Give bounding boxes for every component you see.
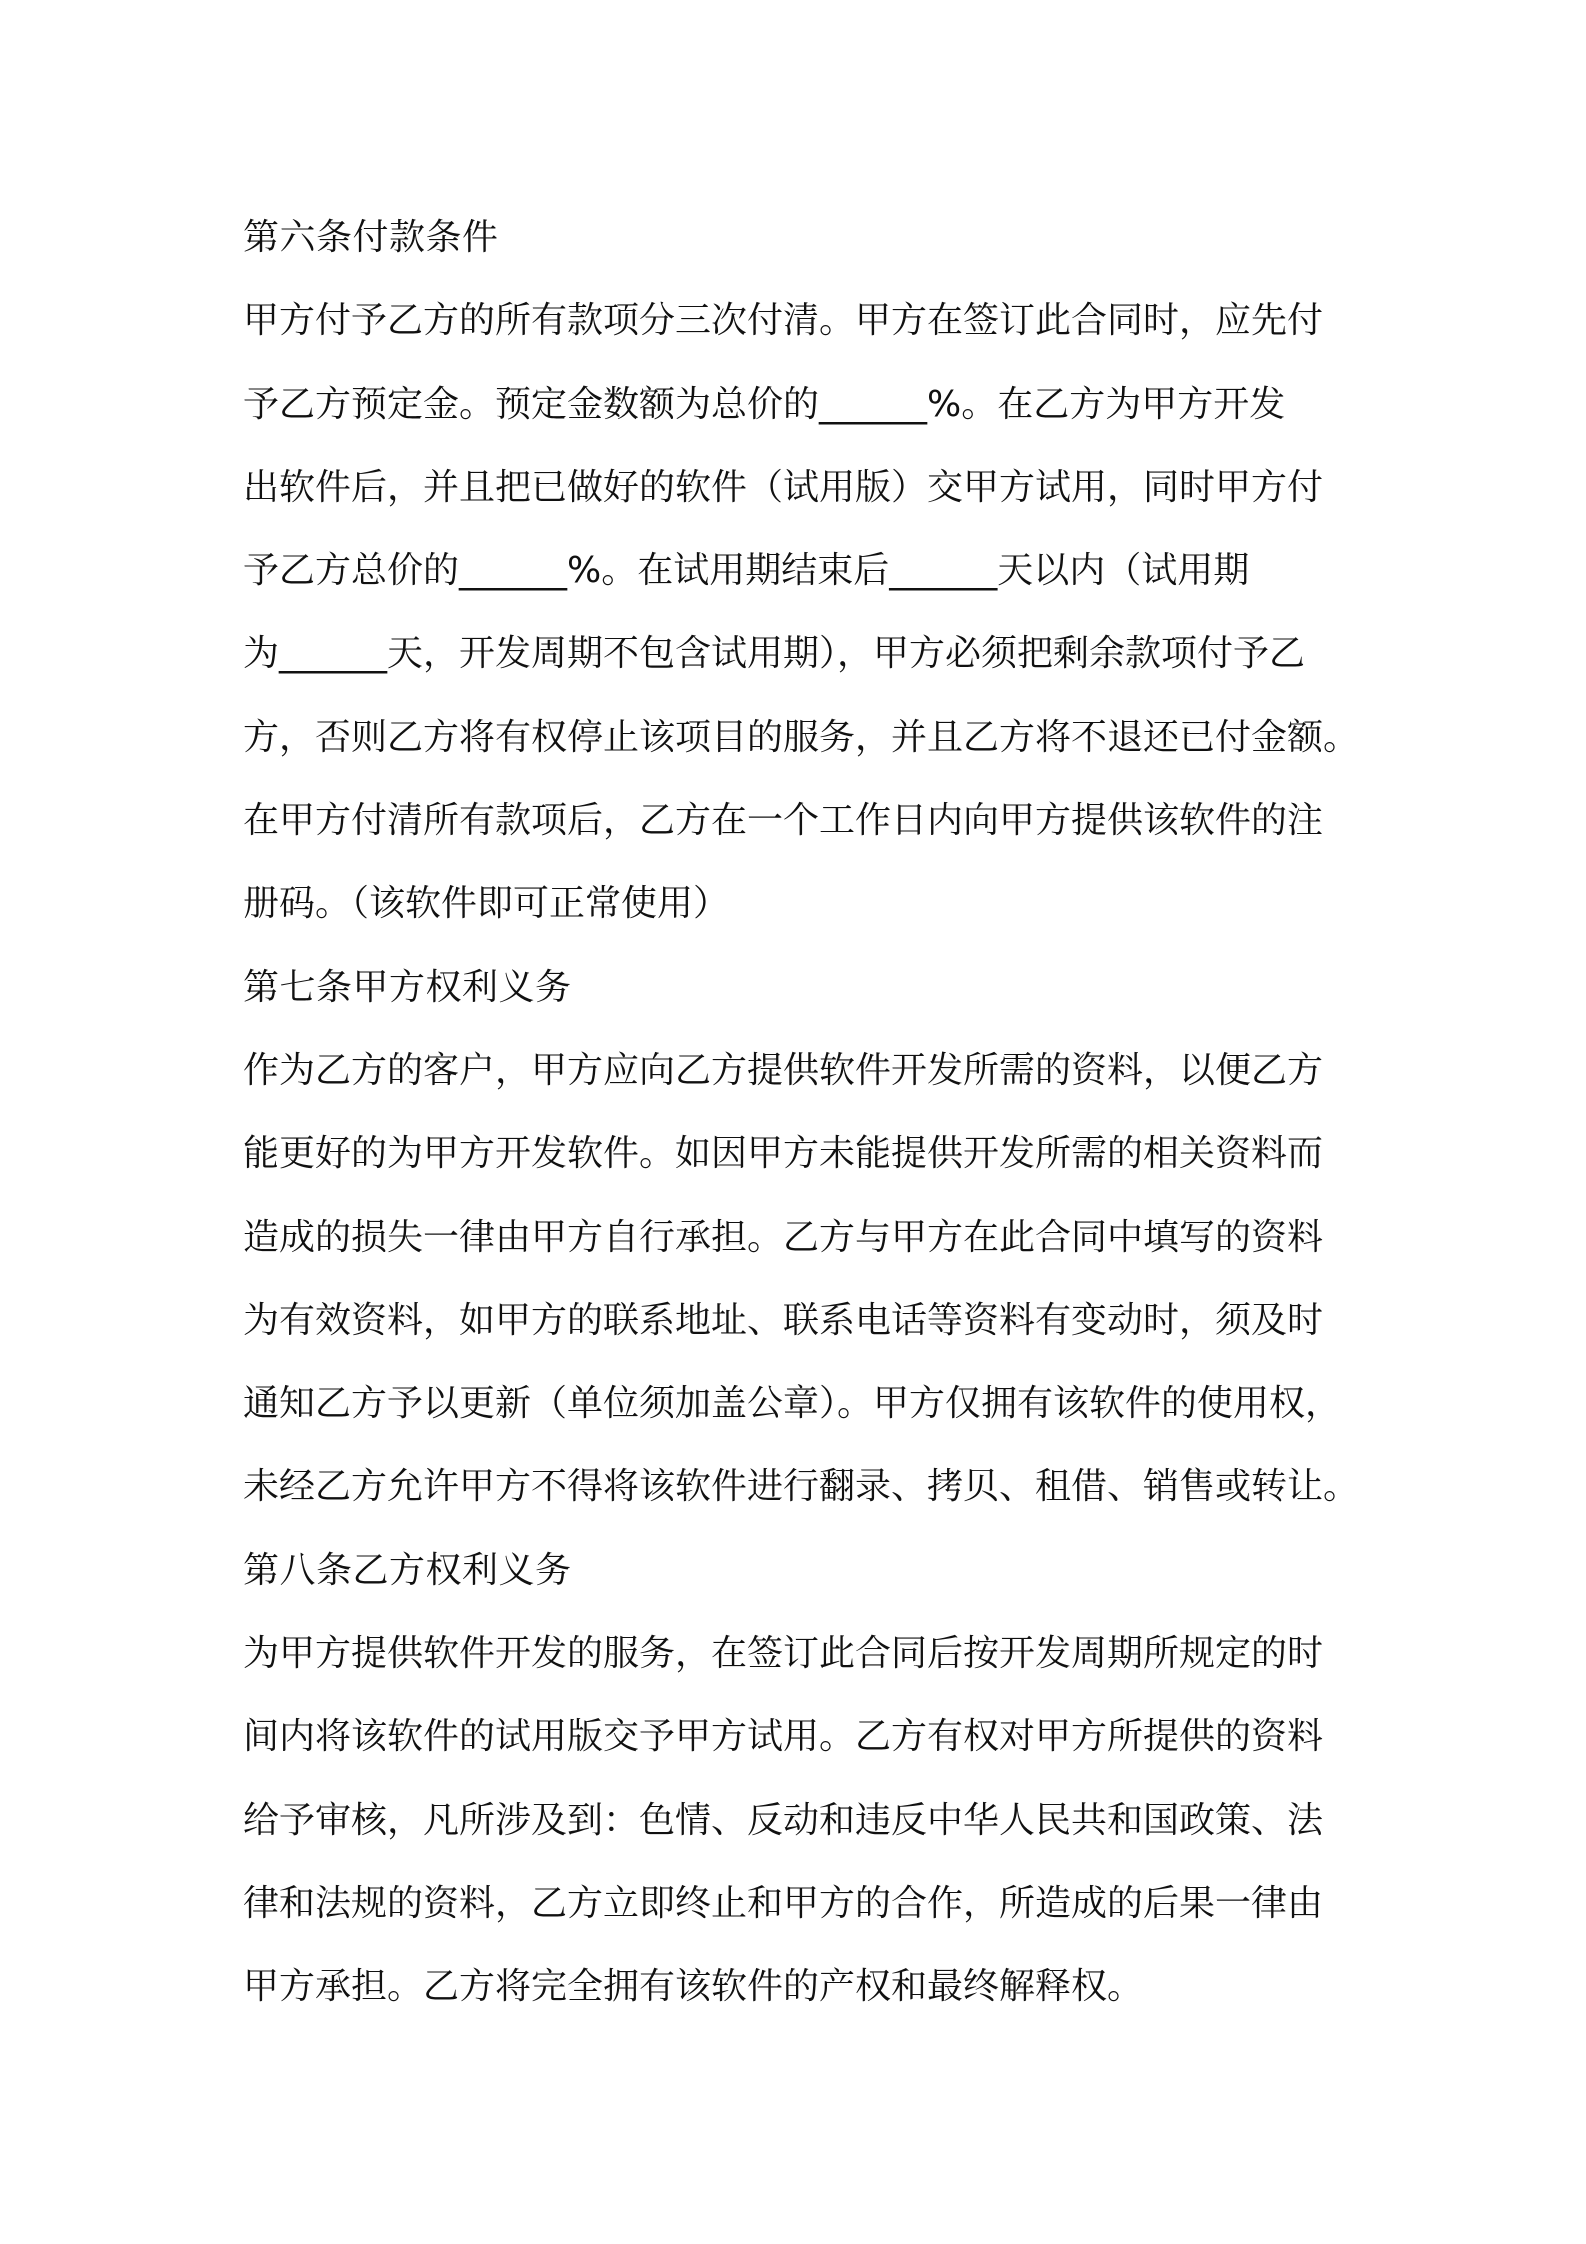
paragraph-line: 间内将该软件的试用版交予甲方试用。乙方有权对甲方所提供的资料 [243,1716,1324,1758]
paragraph-line: 予乙方预定金。预定金数额为总价的______%。在乙方为甲方开发 [243,383,1286,425]
section-heading-7: 第七条甲方权利义务 [243,966,572,1008]
paragraph-line: 甲方承担。乙方将完全拥有该软件的产权和最终解释权。 [243,1966,1144,2008]
paragraph-line: 作为乙方的客户，甲方应向乙方提供软件开发所需的资料，以便乙方 [243,1049,1324,1091]
paragraph-line: 为有效资料，如甲方的联系地址、联系电话等资料有变动时，须及时 [243,1299,1324,1341]
paragraph-line: 给予审核，凡所涉及到：色情、反动和违反中华人民共和国政策、法 [243,1799,1324,1841]
paragraph-line: 予乙方总价的______%。在试用期结束后______天以内（试用期 [243,550,1250,592]
paragraph-line: 出软件后，并且把已做好的软件（试用版）交甲方试用，同时甲方付 [243,466,1324,508]
paragraph-line: 律和法规的资料，乙方立即终止和甲方的合作，所造成的后果一律由 [243,1882,1324,1924]
document-body [243,196,1363,2029]
section-heading-8: 第八条乙方权利义务 [243,1549,572,1591]
paragraph-line: 造成的损失一律由甲方自行承担。乙方与甲方在此合同中填写的资料 [243,1216,1324,1258]
paragraph-line: 为甲方提供软件开发的服务，在签订此合同后按开发周期所规定的时 [243,1633,1324,1675]
paragraph-line: 方，否则乙方将有权停止该项目的服务，并且乙方将不退还已付金额。 [243,716,1360,758]
paragraph-line: 通知乙方予以更新（单位须加盖公章）。甲方仅拥有该软件的使用权， [243,1383,1342,1425]
section-heading-6: 第六条付款条件 [243,217,499,258]
paragraph-line: 为______天，开发周期不包含试用期），甲方必须把剩余款项付予乙 [243,633,1306,675]
paragraph-line: 在甲方付清所有款项后，乙方在一个工作日内向甲方提供该软件的注 [243,800,1324,842]
paragraph-line: 册码。（该软件即可正常使用） [243,883,730,925]
paragraph-line: 未经乙方允许甲方不得将该软件进行翻录、拷贝、租借、销售或转让。 [243,1466,1360,1508]
paragraph-line: 甲方付予乙方的所有款项分三次付清。甲方在签订此合同时，应先付 [243,300,1324,342]
paragraph-line: 能更好的为甲方开发软件。如因甲方未能提供开发所需的相关资料而 [243,1133,1324,1175]
